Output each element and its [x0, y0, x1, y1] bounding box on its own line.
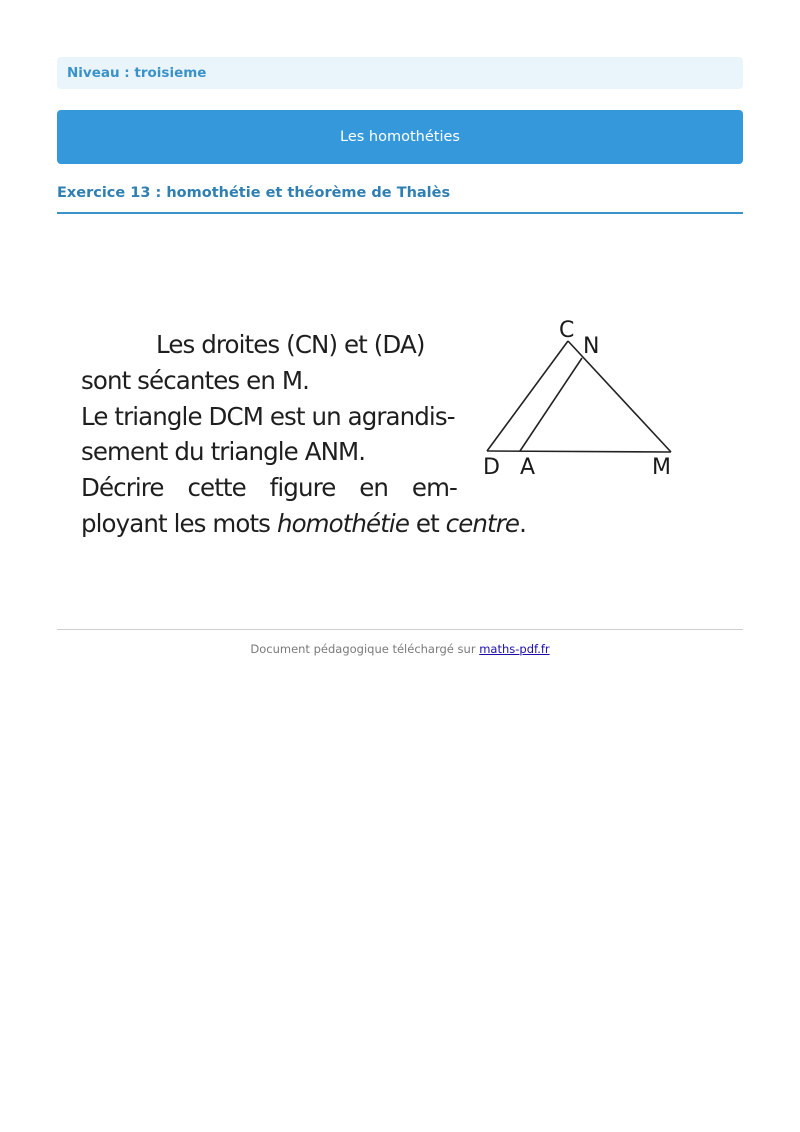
statement-text: et	[409, 508, 446, 538]
triangle-figure	[478, 312, 688, 482]
statement-line: sont sécantes en M.	[81, 365, 309, 395]
label-a: A	[520, 455, 536, 480]
statement-line	[81, 506, 541, 542]
label-m: M	[652, 455, 671, 480]
label-d: D	[483, 455, 500, 480]
label-c: C	[559, 318, 575, 343]
exercise-statement	[81, 327, 541, 542]
statement-text: .	[519, 508, 526, 538]
statement-line: Les droites (CN) et (DA)	[156, 330, 425, 359]
chapter-banner	[57, 110, 743, 164]
keyword-homothetie: homothétie	[276, 508, 410, 538]
level-box	[57, 57, 743, 89]
statement-line: sement du triangle ANM.	[81, 437, 366, 467]
segment-dm	[487, 451, 671, 452]
statement-line: Décrire cette figure en em-	[81, 473, 457, 503]
keyword-centre: centre	[445, 508, 520, 538]
label-n: N	[583, 334, 600, 359]
footer-link[interactable]: maths-pdf.fr	[479, 642, 550, 656]
footer-divider	[57, 629, 743, 630]
footer-text: Document pédagogique téléchargé sur	[250, 642, 480, 656]
exercise-title: Exercice 13 : homothétie et théorème de Thalès	[57, 185, 743, 214]
statement-text: ployant les mots	[81, 508, 277, 538]
statement-line: Le triangle DCM est un agrandis-	[81, 401, 455, 431]
segment-an	[520, 358, 582, 451]
footer	[57, 642, 743, 656]
level-label: Niveau : troisieme	[67, 65, 207, 81]
chapter-title: Les homothéties	[340, 129, 460, 145]
